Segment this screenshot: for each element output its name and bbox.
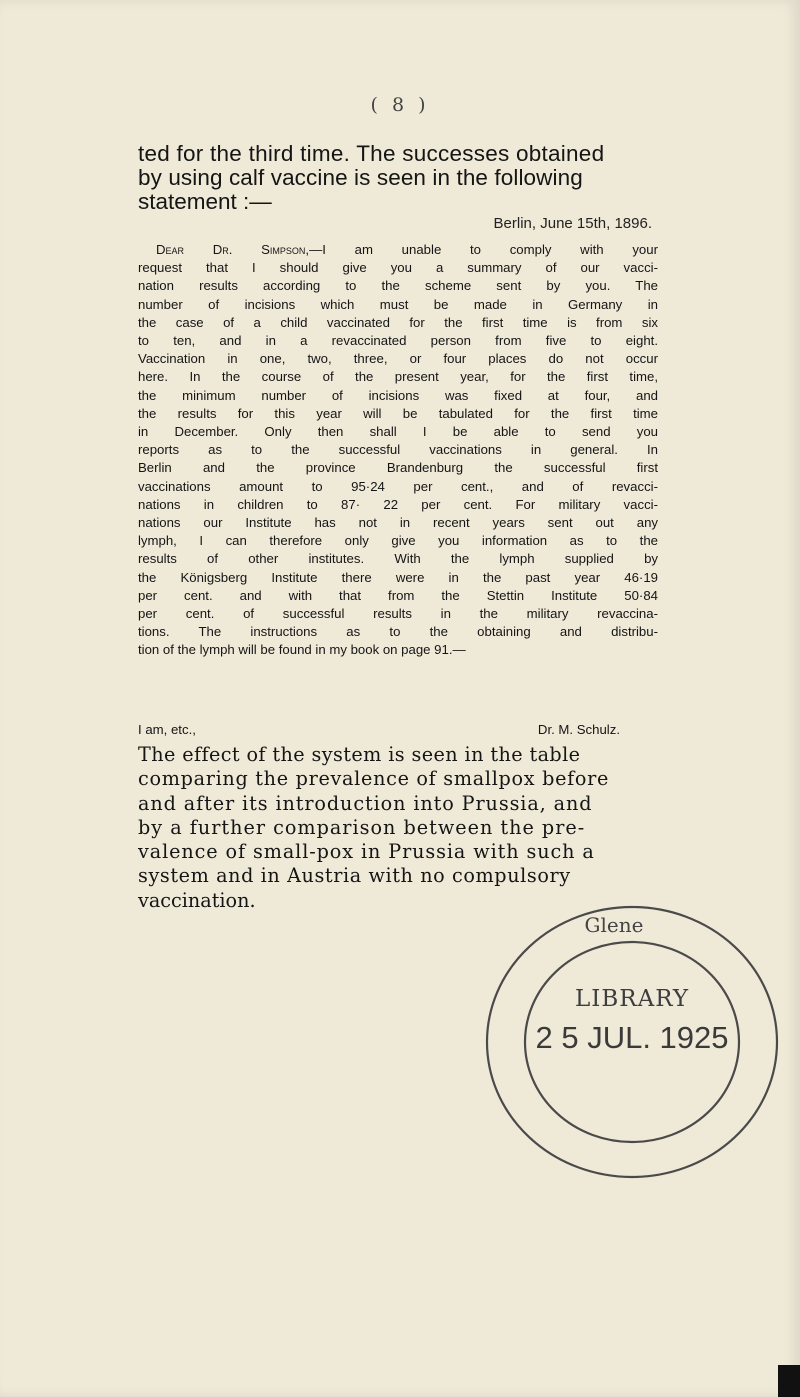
letter-line: per cent. of successful results in the military revaccina- (138, 606, 658, 622)
closing-line: vaccination. (138, 888, 256, 912)
closing-line: valence of small-pox in Prussia with such a (138, 840, 595, 864)
letter-line: the Königsberg Institute there were in the past year 46·19 (138, 569, 658, 585)
letter-body (138, 241, 658, 660)
letter-line: per cent. and with that from the Stettin Institute 50·84 (138, 587, 658, 603)
lead-paragraph (138, 142, 658, 214)
lead-line: ted for the third time. The successes obtained (138, 141, 605, 166)
letter-line: the minimum number of incisions was fixed at four, and (138, 387, 658, 403)
letter-signature-line (138, 721, 620, 739)
page-edge-marker (778, 1365, 800, 1397)
closing-line: system and in Austria with no compulsory (138, 864, 571, 888)
letter-line: here. In the course of the present year, for the first time, (138, 369, 658, 385)
letter-line: —I am unable to comply with your (309, 242, 658, 257)
letter-line: vaccinations amount to 95·24 per cent., and of revacci- (138, 478, 658, 494)
letter-line: reports as to the successful vaccinations in general. In (138, 442, 658, 458)
letter-line: the results for this year will be tabulated for the first time (138, 405, 658, 421)
library-stamp-seal (477, 897, 787, 1187)
closing-line: The effect of the system is seen in the table (138, 743, 581, 766)
letter-first-line (138, 241, 658, 259)
lead-line: by using calf vaccine is seen in the following (138, 165, 583, 190)
letter-line: to ten, and in a revaccinated person from five to eight. (138, 333, 658, 349)
letter-closing: I am, etc., (138, 722, 196, 737)
stamp-date: 2 5 JUL. 1925 (535, 1020, 729, 1055)
letter-line: request that I should give you a summary of our vacci- (138, 260, 658, 276)
letter-line: in December. Only then shall I be able to send you (138, 424, 658, 440)
page-number: ( 8 ) (370, 94, 430, 116)
letter-line: nation results according to the scheme sent by you. The (138, 278, 658, 294)
letter-dateline: Berlin, June 15th, 1896. (493, 215, 652, 232)
closing-line: by a further comparison between the pre- (138, 815, 586, 839)
letter-line: lymph, I can therefore only give you information as to the (138, 533, 658, 549)
letter-line: Vaccination in one, two, three, or four places do not occur (138, 351, 658, 367)
closing-line: comparing the prevalence of smallpox before (138, 767, 610, 791)
letter-line: tions. The instructions as to the obtaining and distribu- (138, 624, 658, 640)
letter-line: number of incisions which must be made in Germany in (138, 296, 658, 312)
lead-line: statement :— (138, 189, 272, 214)
letter-line: tion of the lymph will be found in my book on page 91.— (138, 642, 466, 658)
letter-salutation: Dear Dr. Simpson, (156, 242, 310, 257)
letter-line: the case of a child vaccinated for the first time is from six (138, 314, 658, 330)
letter-line: nations in children to 87· 22 per cent. For military vacci- (138, 496, 658, 512)
stamp-top-text: Glene (584, 913, 644, 937)
letter-line: nations our Institute has not in recent years sent out any (138, 515, 658, 531)
closing-paragraph (138, 743, 658, 913)
closing-line: and after its introduction into Prussia, and (138, 791, 593, 815)
letter-signature: Dr. M. Schulz. (537, 722, 620, 737)
letter-line: Berlin and the province Brandenburg the successful first (138, 460, 658, 476)
stamp-label: LIBRARY (575, 986, 689, 1012)
letter-line: results of other institutes. With the lymph supplied by (138, 551, 658, 567)
